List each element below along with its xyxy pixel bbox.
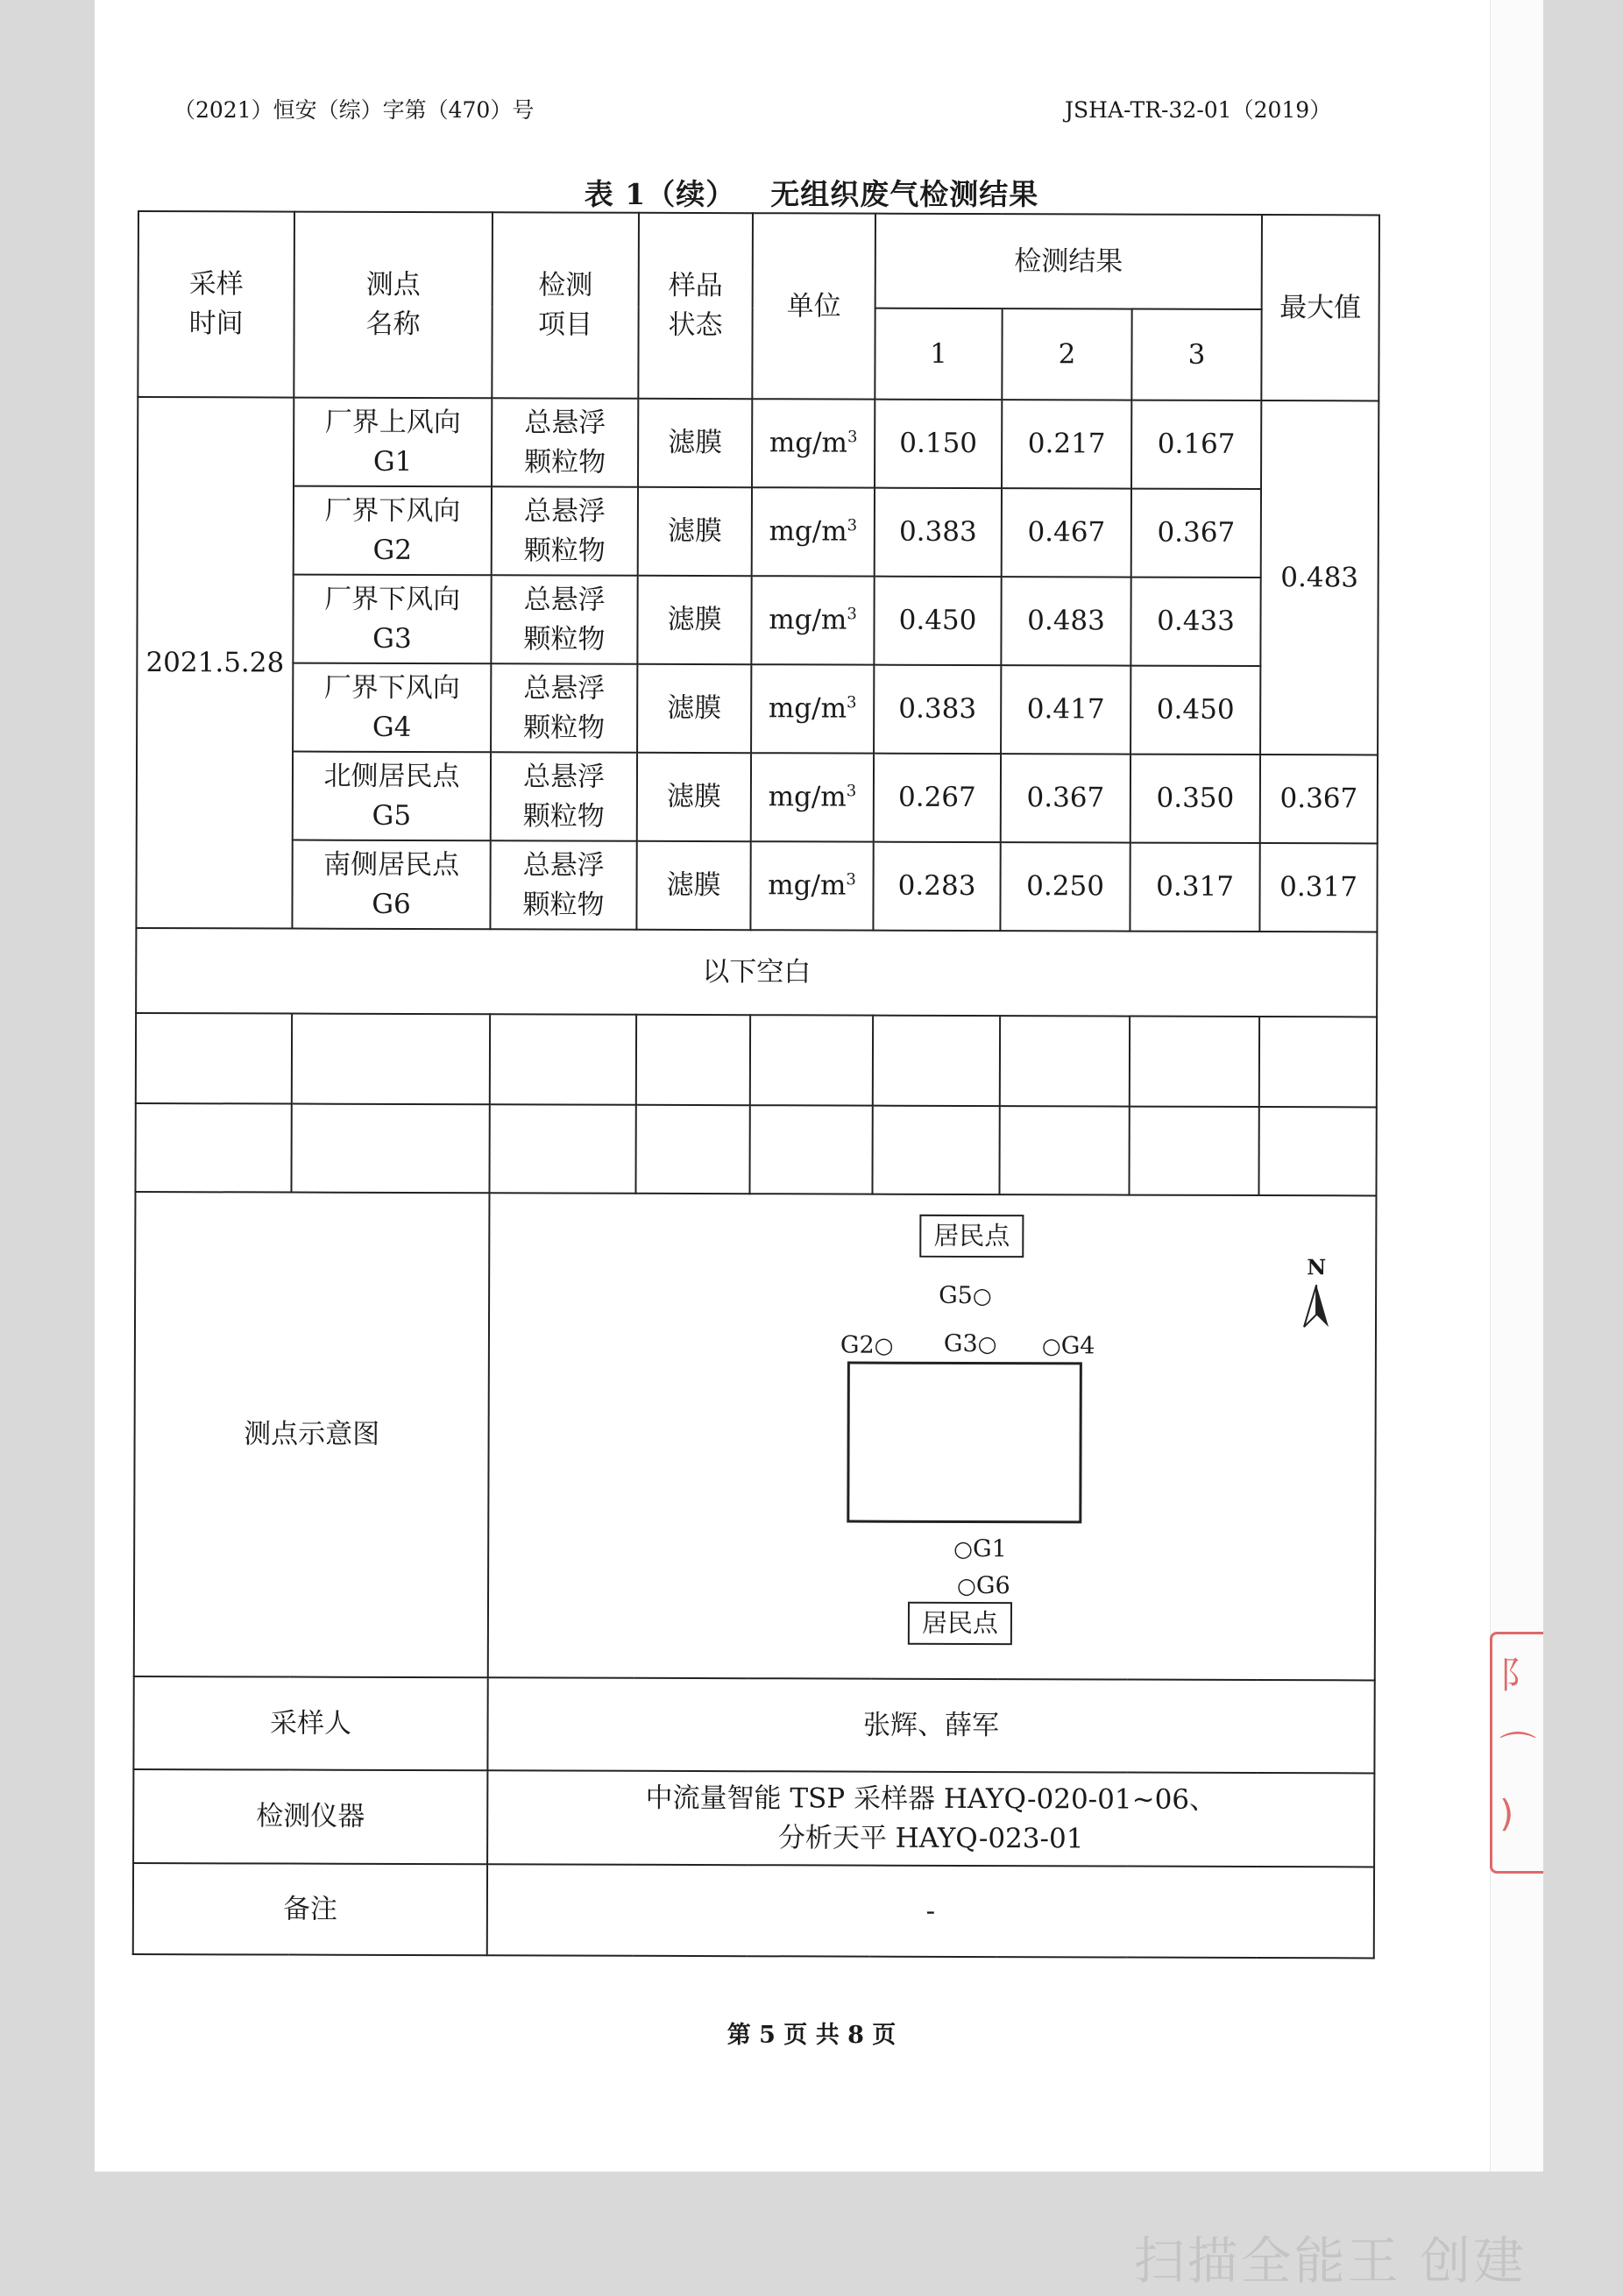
point-name: 北侧居民点 xyxy=(323,760,460,792)
g2-circle-icon: ○ xyxy=(874,1332,894,1358)
g1-circle-icon: ○ xyxy=(953,1535,974,1563)
point-code: G2 xyxy=(372,534,413,566)
point-code: G3 xyxy=(372,622,412,655)
instrument-line-1: 中流量智能 TSP 采样器 HAYQ-020-01~06、 xyxy=(645,1782,1217,1816)
value-3: 0.450 xyxy=(1130,666,1260,755)
state-cell: 滤膜 xyxy=(637,664,751,753)
table-row xyxy=(137,574,1378,666)
unit-cell xyxy=(750,841,873,930)
value-1: 0.283 xyxy=(873,842,1000,931)
point-name: 厂界下风向 xyxy=(324,494,461,527)
report-number: （2021）恒安（综）字第（470）号 xyxy=(174,97,535,123)
form-number: JSHA-TR-32-01（2019） xyxy=(1065,97,1332,123)
sampler-value: 张辉、薛军 xyxy=(487,1677,1374,1773)
north-arrow-icon xyxy=(1299,1283,1334,1330)
item-cell: 总悬浮 颗粒物 xyxy=(490,840,636,930)
state-cell: 滤膜 xyxy=(638,399,752,487)
value-2: 0.417 xyxy=(1001,665,1130,754)
point-code: G1 xyxy=(372,445,413,478)
max-value-g5: 0.367 xyxy=(1260,755,1378,843)
value-2: 0.483 xyxy=(1001,577,1130,665)
point-g5 xyxy=(939,1279,992,1313)
instrument-value xyxy=(487,1770,1374,1867)
seal-stamp: 阝 ⌒ ) xyxy=(1490,1632,1543,1874)
unit-cell xyxy=(751,753,874,841)
g2-label: G2 xyxy=(840,1331,875,1359)
unit-superscript: 3 xyxy=(846,782,857,801)
north-label: N xyxy=(1307,1254,1327,1280)
state-cell: 滤膜 xyxy=(637,576,751,664)
table-title-sub: 无组织废气检测结果 xyxy=(770,177,1039,211)
g4-circle-icon: ○ xyxy=(1041,1333,1061,1359)
col-header-results: 检测结果 xyxy=(875,214,1262,309)
value-2: 0.217 xyxy=(1002,400,1131,488)
table-row xyxy=(137,663,1378,755)
unit-text: mg/m xyxy=(769,515,847,548)
table-row xyxy=(138,485,1378,578)
col-header-time: 采样 时间 xyxy=(138,211,294,398)
point-g2 xyxy=(840,1329,894,1363)
point-name: 厂界上风向 xyxy=(324,406,461,438)
col-header-r3: 3 xyxy=(1131,309,1261,400)
item-cell: 总悬浮 颗粒物 xyxy=(492,486,638,576)
value-3: 0.367 xyxy=(1131,489,1261,578)
point-name-cell xyxy=(292,840,490,930)
scanner-watermark: 扫描全能王 创建 xyxy=(1133,2231,1527,2291)
item-cell: 总悬浮 颗粒物 xyxy=(491,663,637,753)
blank-note: 以下空白 xyxy=(136,928,1377,1017)
unit-superscript: 3 xyxy=(847,428,858,447)
table-title xyxy=(0,172,1623,213)
value-3: 0.317 xyxy=(1130,843,1259,932)
value-3: 0.433 xyxy=(1130,578,1260,666)
table-row xyxy=(136,840,1377,932)
page-footer: 第 5 页 共 8 页 xyxy=(726,2022,897,2049)
point-code: G5 xyxy=(372,799,412,832)
point-code: G4 xyxy=(372,711,412,743)
point-name-cell xyxy=(293,663,491,753)
value-2: 0.467 xyxy=(1002,488,1131,577)
point-name: 厂界下风向 xyxy=(323,671,460,704)
point-name: 南侧居民点 xyxy=(323,848,460,881)
value-3: 0.167 xyxy=(1131,400,1261,489)
col-header-state: 样品 状态 xyxy=(638,213,753,399)
g5-circle-icon: ○ xyxy=(972,1282,992,1309)
instrument-label: 检测仪器 xyxy=(133,1769,487,1864)
point-g6 xyxy=(957,1569,1010,1603)
g1-label: G1 xyxy=(972,1535,1007,1563)
value-1: 0.150 xyxy=(875,400,1002,488)
point-g4 xyxy=(1042,1329,1095,1363)
plant-boundary xyxy=(847,1362,1082,1524)
unit-cell xyxy=(752,487,875,576)
g5-label: G5 xyxy=(939,1281,973,1309)
empty-row xyxy=(135,1103,1376,1195)
item-cell: 总悬浮 颗粒物 xyxy=(492,398,638,487)
north-arrow xyxy=(1299,1252,1334,1339)
unit-text: mg/m xyxy=(769,604,847,636)
col-header-r2: 2 xyxy=(1002,308,1131,400)
sampler-label: 采样人 xyxy=(133,1676,487,1770)
resident-south-box: 居民点 xyxy=(908,1602,1012,1645)
table-title-main: 表 1（续） xyxy=(584,177,736,211)
max-value-boundary: 0.483 xyxy=(1260,400,1378,755)
unit-text: mg/m xyxy=(768,869,847,902)
site-diagram xyxy=(489,1194,1376,1679)
unit-cell xyxy=(752,399,875,487)
table-row xyxy=(138,397,1378,489)
col-header-item: 检测 项目 xyxy=(492,212,639,399)
g3-circle-icon: ○ xyxy=(977,1331,997,1357)
unit-cell xyxy=(751,664,874,753)
col-header-max: 最大值 xyxy=(1261,215,1379,400)
point-code: G6 xyxy=(372,888,411,920)
point-name-cell xyxy=(294,398,492,487)
sampling-date: 2021.5.28 xyxy=(136,397,294,929)
empty-row xyxy=(136,1013,1377,1107)
state-cell: 滤膜 xyxy=(637,753,751,841)
point-name-cell xyxy=(293,575,491,664)
diagram-cell xyxy=(488,1193,1377,1680)
item-cell: 总悬浮 颗粒物 xyxy=(491,752,637,841)
item-cell: 总悬浮 颗粒物 xyxy=(491,575,637,664)
col-header-r1: 1 xyxy=(875,308,1002,400)
resident-north-box: 居民点 xyxy=(919,1215,1024,1258)
point-name: 厂界下风向 xyxy=(324,583,461,615)
g6-label: G6 xyxy=(975,1572,1010,1600)
unit-superscript: 3 xyxy=(847,605,857,624)
unit-superscript: 3 xyxy=(846,870,856,889)
unit-cell xyxy=(751,576,874,664)
value-1: 0.383 xyxy=(875,488,1002,577)
col-header-point: 测点 名称 xyxy=(294,212,493,399)
col-header-unit: 单位 xyxy=(752,213,875,399)
unit-superscript: 3 xyxy=(847,693,857,712)
instrument-line-2: 分析天平 HAYQ-023-01 xyxy=(777,1821,1084,1854)
g4-label: G4 xyxy=(1060,1332,1095,1360)
point-g3 xyxy=(944,1327,997,1361)
value-1: 0.267 xyxy=(874,754,1001,842)
value-1: 0.383 xyxy=(874,665,1001,754)
value-3: 0.350 xyxy=(1130,755,1260,843)
point-g1 xyxy=(953,1532,1007,1566)
unit-superscript: 3 xyxy=(847,516,858,535)
g6-circle-icon: ○ xyxy=(957,1572,976,1599)
unit-text: mg/m xyxy=(768,692,847,725)
unit-text: mg/m xyxy=(769,427,848,459)
value-2: 0.367 xyxy=(1001,754,1130,842)
g3-label: G3 xyxy=(943,1329,978,1358)
state-cell: 滤膜 xyxy=(636,841,750,930)
point-name-cell xyxy=(293,752,491,841)
results-table xyxy=(132,210,1380,1959)
max-value-g6: 0.317 xyxy=(1259,843,1377,932)
value-2: 0.250 xyxy=(1000,842,1130,931)
remark-label: 备注 xyxy=(133,1863,487,1955)
unit-text: mg/m xyxy=(768,781,847,813)
diagram-label: 测点示意图 xyxy=(134,1192,490,1677)
point-name-cell xyxy=(294,486,492,576)
state-cell: 滤膜 xyxy=(638,487,752,576)
remark-value: - xyxy=(487,1864,1374,1958)
value-1: 0.450 xyxy=(874,577,1001,665)
table-row xyxy=(137,751,1378,843)
